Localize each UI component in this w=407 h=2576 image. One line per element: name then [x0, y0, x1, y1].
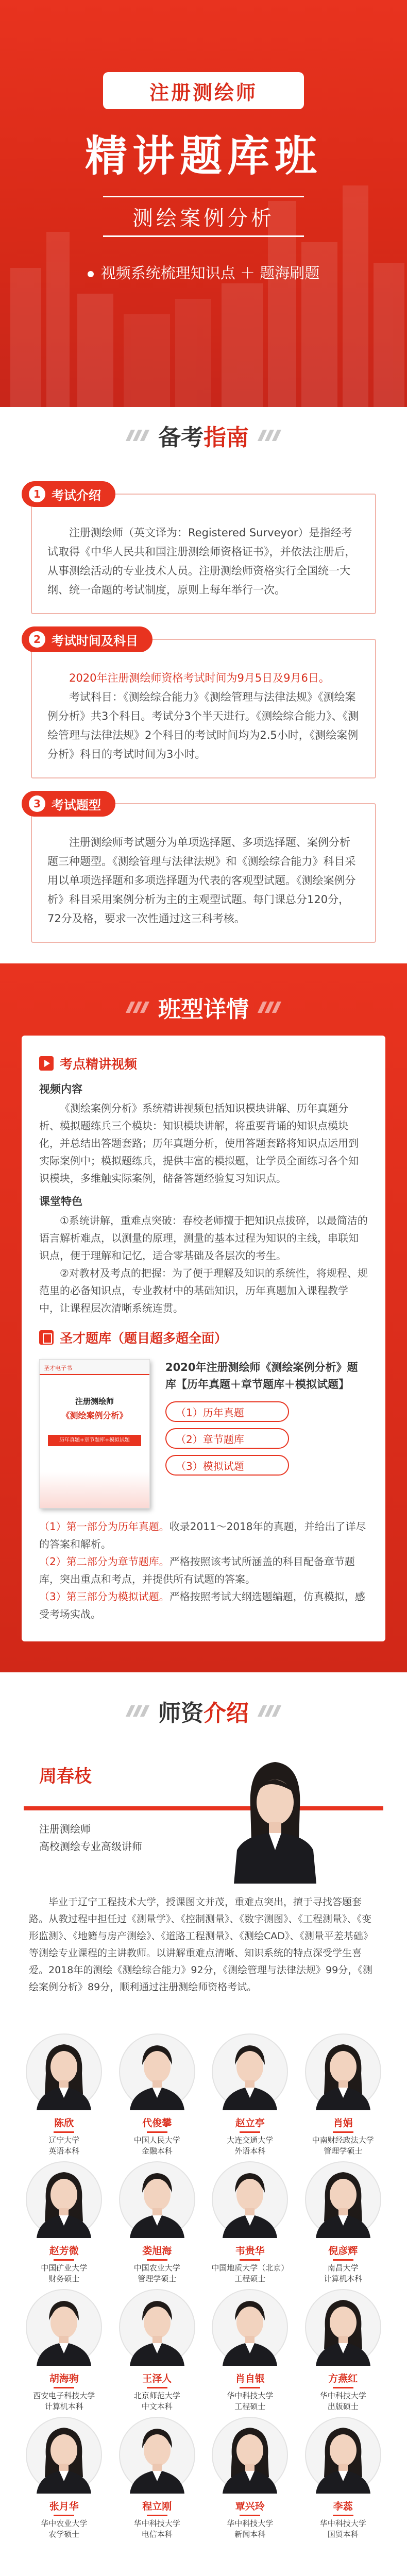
- teacher-school: 南昌大学: [327, 2263, 359, 2273]
- teacher-school: 华中农业大学: [41, 2519, 88, 2528]
- feature-text-2: ②对教材及考点的把握：为了便于理解及知识的系统性，将规程、规范里的必备知识点，专业教材中的基础知识，历年真题加入课程教学中，让课程层次清晰系统连贯。: [39, 1267, 368, 1314]
- teacher-name: 程立刚: [142, 2501, 172, 2512]
- play-icon: [39, 1056, 54, 1071]
- stripe-decoration-icon: [260, 430, 279, 441]
- teacher-photo: [25, 2416, 103, 2494]
- teacher-school: 华中科技大学: [133, 2519, 180, 2528]
- teacher-photo: [118, 2033, 196, 2110]
- feature-text-1: ①系统讲解，重难点突破：春校老师擅于把知识点拔碎，以最简洁的语言解析难点，以测量的原理，测量的基本过程为知识的主线，串联知识点，便于理解和记忆，适合零基础及各层次的考生。: [39, 1214, 368, 1262]
- teacher-school: 华中科技大学: [227, 2391, 274, 2400]
- divider: [333, 2259, 353, 2261]
- teacher-photo: [118, 2416, 196, 2494]
- teacher-degree: 计算机本科: [44, 2402, 83, 2411]
- teacher-name: 覃兴玲: [235, 2501, 265, 2512]
- teacher-name: 赵芳微: [49, 2245, 79, 2257]
- teacher-name: 李蕊: [333, 2501, 353, 2512]
- stripe-decoration-icon: [260, 1002, 279, 1013]
- card-text: 注册测绘师（英文译为：Registered Surveyor）是指经考试取得《中华人民共和国注册测绘师资格证书》，并依法注册后，从事测绘活动的专业技术人员。注册测绘师资格实行全国统一大纲、统一命题的考试制度，原则上每年举行一次。: [47, 527, 356, 596]
- teacher-card: [297, 2161, 390, 2282]
- section-title: 班型详情: [158, 996, 249, 1023]
- teacher-name: 方燕红: [328, 2373, 358, 2384]
- lead-teacher: [24, 1744, 383, 2023]
- teacher-degree: 工程硕士: [234, 2402, 266, 2411]
- card-tag: 1 考试介绍: [22, 481, 115, 507]
- divider: [24, 1806, 383, 1810]
- book-brand: 圣才电子书: [40, 1360, 149, 1375]
- teacher-card: [18, 2289, 111, 2410]
- teacher-name: 肖自银: [235, 2373, 265, 2384]
- teacher-degree: 英语本科: [48, 2146, 80, 2156]
- divider: [240, 2131, 260, 2133]
- book-title-line: 注册测绘师: [75, 1397, 114, 1406]
- teacher-name: 张月华: [49, 2501, 79, 2512]
- lead-teacher-role: 注册测绘师: [39, 1823, 91, 1835]
- teacher-card: [18, 2033, 111, 2155]
- teacher-degree: 国贸本科: [327, 2530, 359, 2539]
- stripe-decoration-icon: [128, 1705, 147, 1717]
- teacher-card: [297, 2289, 390, 2410]
- teacher-school: 中国地质大学（北京）: [211, 2263, 289, 2273]
- hero-subtitle: 测绘案例分析: [103, 196, 304, 237]
- card-text: 注册测绘师考试题分为单项选择题、多项选择题、案例分析题三种题型。《测绘管理与法律法规》和《测绘综合能力》科目采用以单项选择题和多项选择题为代表的客观型试题。《测绘案例分析》科目采用案例分析为主的主观型试题。每门课总分120分，72分及格，要求一次性通过这三科考核。: [47, 836, 356, 925]
- teacher-photo: [118, 2289, 196, 2366]
- bank-items: [165, 1401, 368, 1476]
- teacher-degree: 管理学硕士: [324, 2146, 363, 2156]
- hero-features-text: 视频系统梳理知识点 ＋ 题海刷题: [100, 264, 320, 282]
- teacher-degree: 电信本科: [141, 2530, 173, 2539]
- teacher-school: 中国农业大学: [133, 2263, 180, 2273]
- class-details-section: [0, 963, 407, 1672]
- stripe-decoration-icon: [260, 1705, 279, 1717]
- divider: [333, 2387, 353, 2388]
- teacher-card: [111, 2033, 204, 2155]
- book-icon: [39, 1330, 54, 1345]
- teacher-school: 中国人民大学: [133, 2136, 180, 2145]
- teacher-photo: [211, 2033, 289, 2110]
- hero-title: 精讲题库班: [84, 132, 322, 181]
- teacher-card: [204, 2161, 297, 2282]
- teacher-card: [297, 2033, 390, 2155]
- teacher-name: 代俊攀: [142, 2117, 172, 2129]
- divider: [147, 2515, 167, 2516]
- teacher-degree: 出版硕士: [327, 2402, 359, 2411]
- teacher-photo: [304, 2161, 382, 2238]
- teacher-card: [204, 2033, 297, 2155]
- teacher-degree: 外语本科: [234, 2146, 266, 2156]
- divider: [54, 2515, 74, 2516]
- bank-description: 2020年注册测绘师《测绘案例分析》题库【历年真题＋章节题库＋模拟试题】: [165, 1361, 358, 1391]
- prep-guide-heading: [0, 407, 407, 464]
- prep-guide-section: [0, 407, 407, 963]
- bank-parts: [39, 1518, 368, 1623]
- teacher-photo: [211, 2161, 289, 2238]
- content-text: 《测绘案例分析》系统精讲视频包括知识模块讲解、历年真题分析、模拟题练兵三个模块：知识模块讲解，将重要背诵的知识点模块化，并总结出答题套路；历年真题分析，使用答题套路将知识点运用到实际案例中；模拟题练兵，提供丰富的模拟题，让学员全面练习各个知识模块，多维触实际案例，储备答题经验复习知识点。: [39, 1102, 359, 1184]
- number-badge: 1: [29, 486, 45, 502]
- divider: [147, 2387, 167, 2388]
- teacher-name: 王泽人: [142, 2373, 172, 2384]
- class-details-heading: [22, 979, 385, 1036]
- teacher-school: 北京师范大学: [133, 2391, 180, 2400]
- teacher-degree: 管理学硕士: [138, 2274, 177, 2283]
- content-title: 视频内容: [39, 1083, 82, 1095]
- teacher-photo: [211, 2289, 289, 2366]
- lead-teacher-photo: [224, 1744, 327, 1884]
- divider: [54, 2387, 74, 2388]
- teacher-degree: 计算机本科: [324, 2274, 363, 2283]
- section-title: 师资介绍: [158, 1700, 249, 1726]
- exam-type-card: [31, 798, 376, 943]
- class-details-box: [22, 1036, 385, 1641]
- teacher-card: [111, 2161, 204, 2282]
- lead-teacher-role: 高校测绘专业高级讲师: [39, 1840, 142, 1853]
- teacher-photo: [304, 2416, 382, 2494]
- teacher-name: 赵立亭: [235, 2117, 265, 2129]
- section-title: 备考指南: [158, 425, 249, 451]
- teacher-degree: 工程硕士: [234, 2274, 266, 2283]
- teacher-photo: [25, 2161, 103, 2238]
- divider: [333, 2131, 353, 2133]
- teacher-school: 华中科技大学: [319, 2391, 366, 2400]
- teacher-name: 肖娟: [333, 2117, 353, 2129]
- divider: [240, 2259, 260, 2261]
- teacher-degree: 中文本科: [141, 2402, 173, 2411]
- exam-schedule-card: [31, 633, 376, 778]
- teacher-school: 中国矿业大学: [41, 2263, 88, 2273]
- hero-features: [0, 262, 407, 283]
- exam-date-highlight: 2020年注册测绘师资格考试时间为9月5日及9月6日。: [69, 672, 330, 684]
- teacher-school: 华中科技大学: [319, 2519, 366, 2528]
- teacher-photo: [25, 2289, 103, 2366]
- divider: [54, 2131, 74, 2133]
- teacher-photo: [304, 2289, 382, 2366]
- teacher-degree: 金融本科: [141, 2146, 173, 2156]
- teacher-card: [204, 2416, 297, 2538]
- teacher-card: [18, 2161, 111, 2282]
- teachers-section: [0, 1672, 407, 2558]
- teacher-card: [111, 2416, 204, 2538]
- teacher-school: 西安电子科技大学: [33, 2391, 95, 2400]
- teacher-photo: [304, 2033, 382, 2110]
- teacher-card: [18, 2416, 111, 2538]
- teacher-school: 辽宁大学: [48, 2136, 80, 2145]
- teacher-school: 中南财经政法大学: [312, 2136, 374, 2145]
- divider: [333, 2515, 353, 2516]
- teacher-grid: [0, 2023, 407, 2538]
- lead-teacher-name: 周春枝: [39, 1766, 92, 1787]
- teacher-school: 大连交通大学: [227, 2136, 274, 2145]
- teacher-photo: [211, 2416, 289, 2494]
- teacher-name: 倪彦辉: [328, 2245, 358, 2257]
- video-section-title: 考点精讲视频: [39, 1054, 368, 1073]
- divider: [54, 2259, 74, 2261]
- number-badge: 3: [29, 795, 45, 812]
- teacher-name: 陈欣: [54, 2117, 74, 2129]
- book-title-line: 历年真题+章节题库+模拟试题: [48, 1435, 141, 1446]
- bullet-dot-icon: [88, 271, 94, 277]
- bank-item: （3）模拟试题: [165, 1455, 289, 1476]
- card-text: 考试科目：《测绘综合能力》《测绘管理与法律法规》《测绘案例分析》共3个科目。考试分3个半天进行。《测绘综合能力》、《测绘管理与法律法规》2个科目的考试时间均为2.5小时，《测绘案例分析》科目的考试时间为3小时。: [47, 691, 359, 760]
- teachers-heading: [0, 1683, 407, 1739]
- divider: [147, 2131, 167, 2133]
- bank-part-3: （3）第三部分为模拟试题。严格按照考试大纲选题编题，仿真模拟，感受考场实战。: [39, 1590, 365, 1620]
- teacher-photo: [118, 2161, 196, 2238]
- teacher-card: [204, 2289, 297, 2410]
- bank-section-title: 圣才题库（题目超多超全面）: [39, 1328, 368, 1347]
- bank-item: （1）历年真题: [165, 1401, 289, 1422]
- teacher-degree: 农学硕士: [48, 2530, 80, 2539]
- feature-title: 课堂特色: [39, 1195, 82, 1208]
- stripe-decoration-icon: [128, 1002, 147, 1013]
- book-cover-image: [39, 1359, 150, 1509]
- teacher-name: 胡海驹: [49, 2373, 79, 2384]
- teacher-card: [297, 2416, 390, 2538]
- question-bank: [39, 1359, 368, 1509]
- divider: [147, 2259, 167, 2261]
- card-tag: 2 考试时间及科目: [22, 626, 152, 652]
- lead-teacher-bio: 毕业于辽宁工程技术大学，授课图文并茂，重难点突出，擅于寻找答题套路。从教过程中担任过《测量学》、《控制测量》、《数字测图》、《工程测量》、《变形监测》、《地籍与房产测绘》、《道路工程测量》、《测绘CAD》、《测量平差基础》等测绘专业课程的主讲教师。以讲解重难点清晰、知识系统的特点深受学生喜爱。2018年的测绘《测绘综合能力》92分，《测绘管理与法律法规》99分，《测绘案例分析》89分，顺利通过注册测绘师资格考试。: [29, 1896, 373, 1993]
- hero-badge: 注册测绘师: [103, 72, 304, 109]
- teacher-card: [111, 2289, 204, 2410]
- bank-part-1: （1）第一部分为历年真题。收录2011〜2018年的真题，并给出了详尽的答案和解析。: [39, 1520, 366, 1550]
- teacher-degree: 财务硕士: [48, 2274, 80, 2283]
- bank-item: （2）章节题库: [165, 1428, 289, 1449]
- hero-banner: [0, 0, 407, 407]
- number-badge: 2: [29, 631, 45, 648]
- teacher-degree: 新闻本科: [234, 2530, 266, 2539]
- divider: [240, 2515, 260, 2516]
- bank-part-2: （2）第二部分为章节题库。严格按照该考试所涵盖的科目配备章节题库，突出重点和考点，并提供所有试题的答案。: [39, 1555, 355, 1585]
- teacher-school: 华中科技大学: [227, 2519, 274, 2528]
- teacher-name: 韦贵华: [235, 2245, 265, 2257]
- stripe-decoration-icon: [128, 430, 147, 441]
- teacher-name: 娄旭海: [142, 2245, 172, 2257]
- book-title-line: 《测绘案例分析》: [61, 1411, 128, 1420]
- book-cover-decoration: [40, 1472, 149, 1508]
- teacher-photo: [25, 2033, 103, 2110]
- divider: [240, 2387, 260, 2388]
- exam-intro-card: [31, 488, 376, 614]
- card-tag: 3 考试题型: [22, 791, 115, 817]
